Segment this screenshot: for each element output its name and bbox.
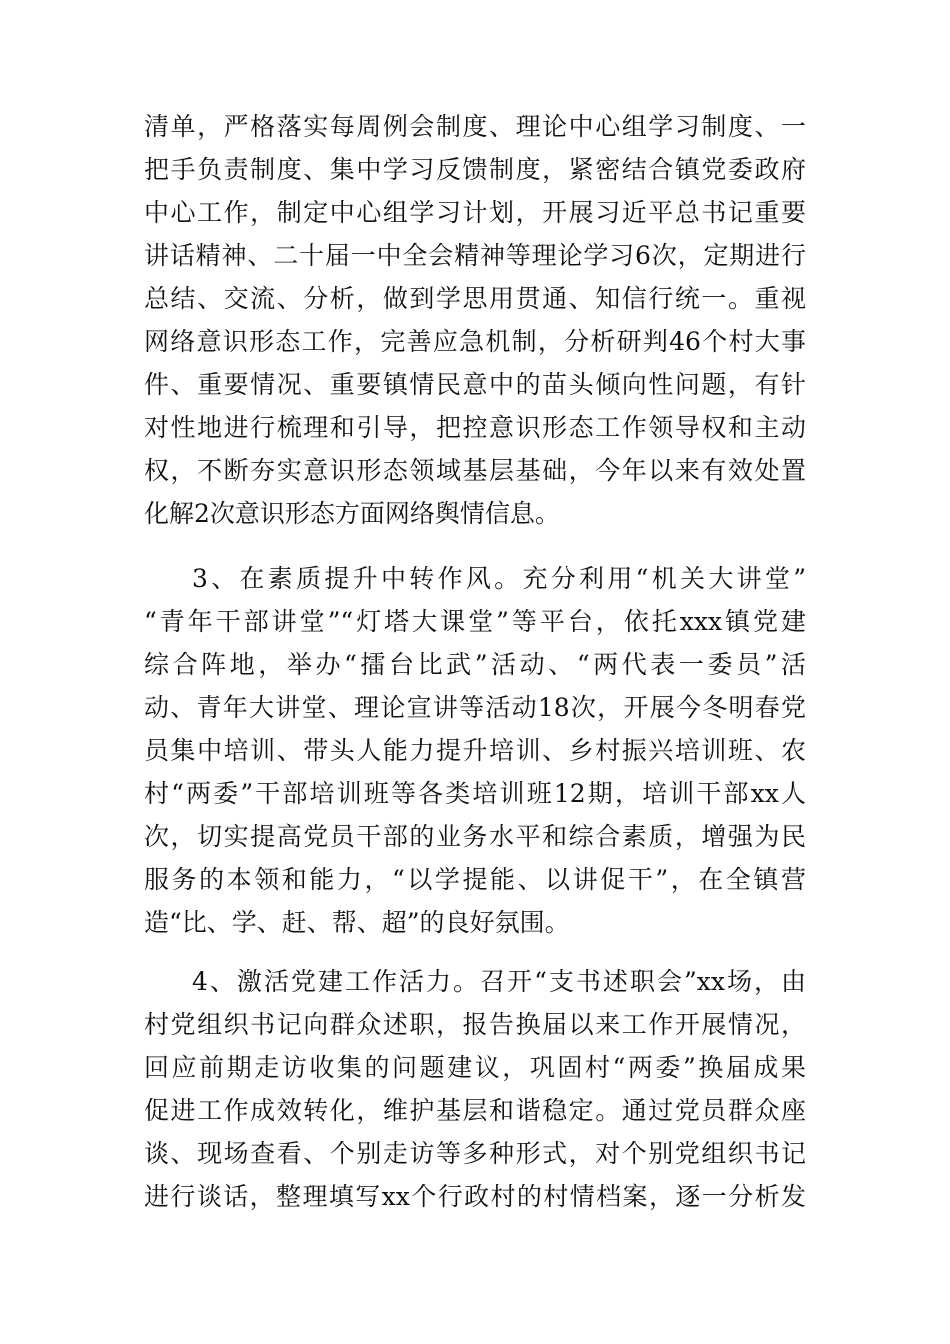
text-line: 中心工作，制定中心组学习计划，开展习近平总书记重要 (144, 198, 806, 227)
text-line: 促进工作成效转化，维护基层和谐稳定。通过党员群众座 (144, 1096, 806, 1125)
text-line: 总结、交流、分析，做到学思用贯通、知信行统一。重视 (144, 284, 806, 313)
paragraph-ideology-work (144, 105, 806, 535)
text-line: 4、激活党建工作活力。召开“支书述职会”xx场，由 (192, 967, 806, 996)
text-line: 把手负责制度、集中学习反馈制度，紧密结合镇党委政府 (144, 155, 806, 184)
text-line: 服务的本领和能力，“以学提能、以讲促干”，在全镇营 (144, 865, 806, 894)
text-line: 清单，严格落实每周例会制度、理论中心组学习制度、一 (144, 112, 806, 141)
paragraph-quality-improvement (144, 557, 806, 944)
text-line: 次，切实提高党员干部的业务水平和综合素质，增强为民 (144, 822, 806, 851)
text-line: 件、重要情况、重要镇情民意中的苗头倾向性问题，有针 (144, 370, 806, 399)
text-line: 造“比、学、赶、帮、超”的良好氛围。 (144, 908, 570, 937)
text-line: 村党组织书记向群众述职，报告换届以来工作开展情况， (144, 1010, 806, 1039)
text-line: 回应前期走访收集的问题建议，巩固村“两委”换届成果 (144, 1053, 806, 1082)
text-line: “青年干部讲堂”“灯塔大课堂”等平台，依托xxx镇党建 (144, 607, 806, 636)
text-line: 3、在素质提升中转作风。充分利用“机关大讲堂” (192, 564, 806, 593)
text-line: 讲话精神、二十届一中全会精神等理论学习6次，定期进行 (144, 241, 806, 270)
text-line: 动、青年大讲堂、理论宣讲等活动18次，开展今冬明春党 (144, 693, 806, 722)
text-line: 网络意识形态工作，完善应急机制，分析研判46个村大事 (144, 327, 806, 356)
text-line: 对性地进行梳理和引导，把控意识形态工作领导权和主动 (144, 413, 806, 442)
text-line: 权，不断夯实意识形态领域基层基础，今年以来有效处置 (144, 456, 806, 485)
text-line: 谈、现场查看、个别走访等多种形式，对个别党组织书记 (144, 1139, 806, 1168)
text-line: 员集中培训、带头人能力提升培训、乡村振兴培训班、农 (144, 736, 806, 765)
paragraph-party-building (144, 960, 806, 1218)
text-line: 化解2次意识形态方面网络舆情信息。 (144, 499, 560, 528)
text-line: 进行谈话，整理填写xx个行政村的村情档案，逐一分析发 (144, 1182, 806, 1211)
text-line: 综合阵地，举办“擂台比武”活动、“两代表一委员”活 (144, 650, 806, 679)
text-line: 村“两委”干部培训班等各类培训班12期，培训干部xx人 (144, 779, 806, 808)
